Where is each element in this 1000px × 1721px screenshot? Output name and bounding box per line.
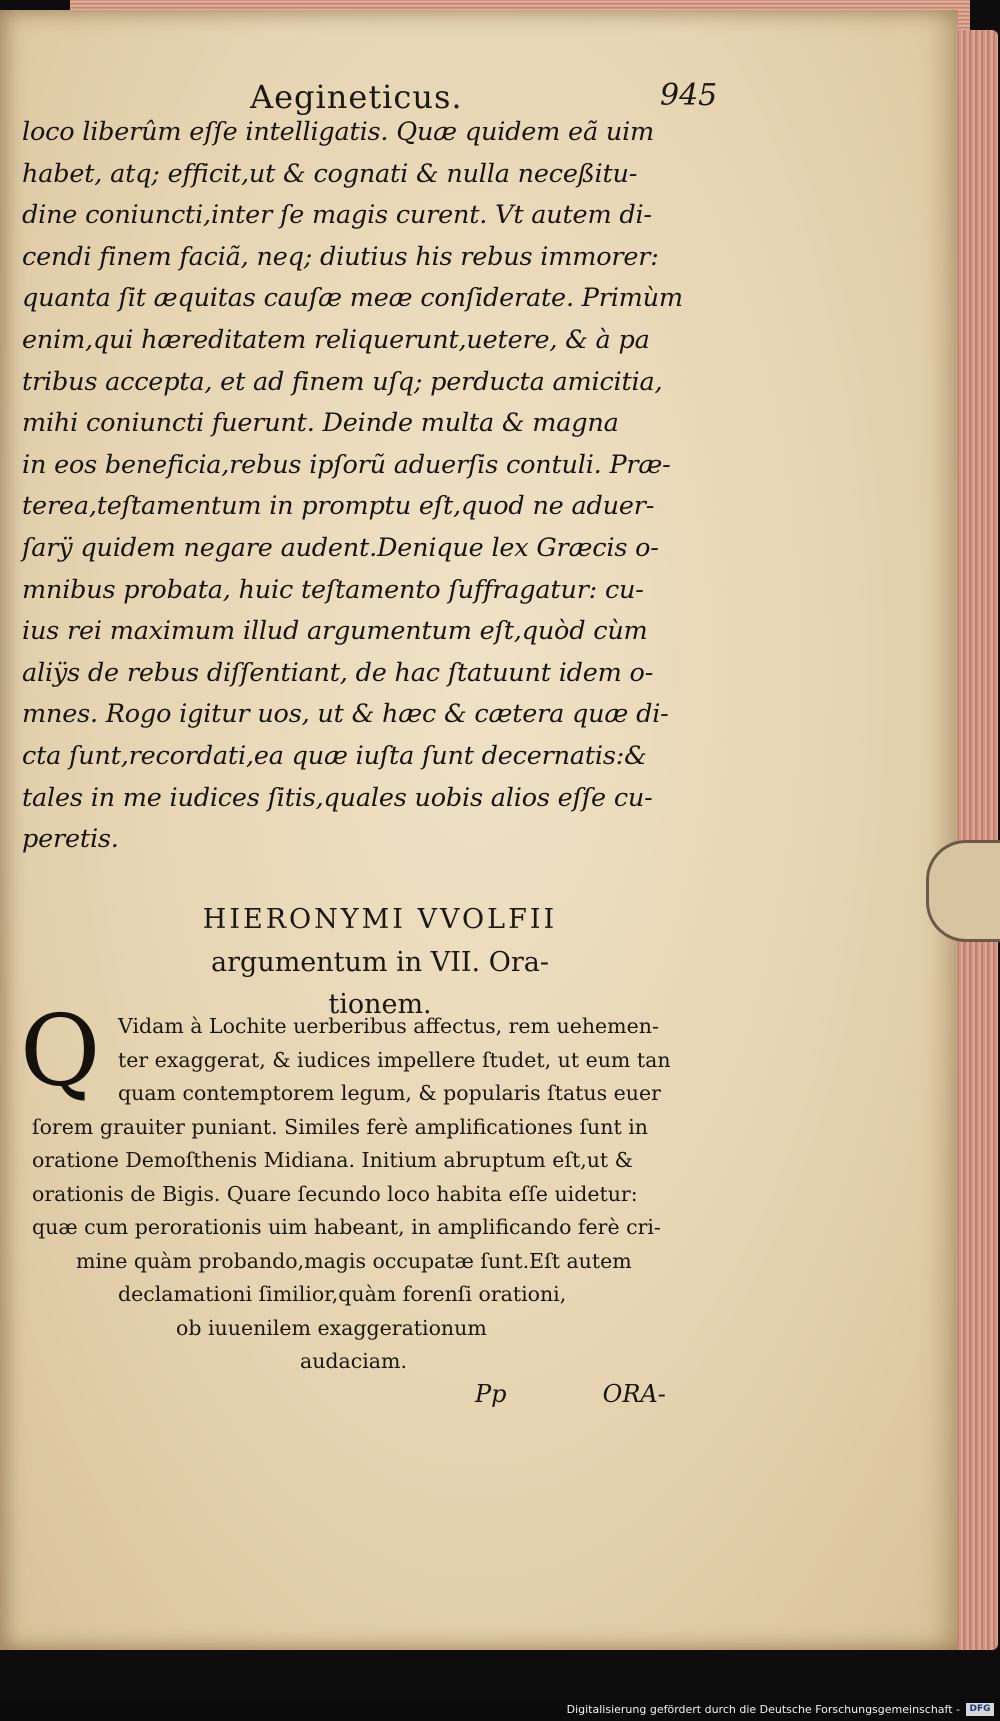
running-title: Aegineticus. bbox=[250, 78, 463, 116]
text-line: aliÿs de rebus diſſentiant, de hac ſtatuunt idem o- bbox=[22, 657, 654, 688]
text-line: habet, atq; efficit,ut & cognati & nulla neceßitu- bbox=[22, 158, 638, 189]
text-line: audaciam. bbox=[300, 1349, 407, 1373]
text-line: ſorem grauiter puniant. Similes ferè amplificationes ſunt in bbox=[32, 1114, 648, 1139]
footer-credit: Digitalisierung gefördert durch die Deutsche Forschungsgemeinschaft - bbox=[566, 1703, 960, 1716]
text-line: in eos beneficia,rebus ipſorũ aduerſis contuli. Præ- bbox=[22, 449, 671, 480]
text-line: cendi finem faciã, neq; diutius his rebus immorer: bbox=[22, 241, 659, 272]
signature-line bbox=[475, 1380, 735, 1408]
text-line: dine coniuncti,inter ſe magis curent. Vt autem di- bbox=[22, 200, 652, 231]
signature-mark: Pp bbox=[475, 1380, 507, 1408]
footer-bar bbox=[0, 1698, 1000, 1721]
heading-line: argumentum in VII. Ora- bbox=[211, 947, 549, 978]
text-line: ius rei maximum illud argumentum eſt,quòd cùm bbox=[22, 616, 648, 647]
text-line: peretis. bbox=[22, 824, 119, 855]
heading-line: tionem. bbox=[328, 989, 432, 1020]
text-line: declamationi ſimilior,quàm forenſi orationi, bbox=[118, 1282, 567, 1306]
text-line: ſarÿ quidem negare audent.Denique lex Græcis o- bbox=[22, 532, 659, 563]
text-line: mihi coniuncti fuerunt. Deinde multa & magna bbox=[22, 408, 619, 439]
section-heading bbox=[100, 898, 660, 1026]
page-clip-tab bbox=[926, 840, 1000, 942]
text-line: orationis de Bigis. Quare ſecundo loco habita eſſe uidetur: bbox=[32, 1181, 638, 1206]
heading-author: HIERONYMI VVOLFII bbox=[202, 904, 558, 935]
text-line: ter exaggerat, & iudices impellere ſtudet, ut eum tan bbox=[118, 1047, 671, 1072]
text-line: cta ſunt,recordati,ea quæ iuſta ſunt decernatis:& bbox=[22, 740, 647, 771]
text-line: mnes. Rogo igitur uos, ut & hæc & cætera quæ di- bbox=[22, 699, 669, 730]
text-line: ob iuuenilem exaggerationum bbox=[176, 1315, 487, 1340]
text-line: quam contemptorem legum, & popularis ſtatus euer bbox=[118, 1081, 661, 1105]
dfg-logo-icon: DFG bbox=[966, 1703, 994, 1716]
text-line: mnibus probata, huic teſtamento ſuffragatur: cu- bbox=[22, 574, 644, 605]
text-line: enim,qui hæreditatem reliquerunt,uetere, & à pa bbox=[22, 324, 650, 355]
italic-text-block bbox=[22, 112, 722, 861]
catchword: ORA- bbox=[602, 1380, 666, 1408]
text-line: Vidam à Lochite uerberibus affectus, rem uehemen- bbox=[118, 1014, 659, 1038]
text-line: loco liberûm eſſe intelligatis. Quæ quidem eã uim bbox=[22, 117, 655, 147]
text-line: mine quàm probando,magis occupatæ ſunt.Eſt autem bbox=[76, 1248, 632, 1273]
text-line: quæ cum perorationis uim habeant, in amplificando ferè cri- bbox=[32, 1215, 661, 1239]
text-line: oratione Demoſthenis Midiana. Initium abruptum eſt,ut & bbox=[32, 1148, 633, 1172]
drop-cap: Q bbox=[20, 995, 101, 1109]
page-number: 945 bbox=[660, 78, 718, 113]
text-line: tribus accepta, et ad finem uſq; perducta amicitia, bbox=[22, 366, 663, 397]
text-line: tales in me iudices ſitis,quales uobis alios eſſe cu- bbox=[22, 782, 653, 813]
text-line: quanta ſit æquitas cauſæ meæ conſiderate. Primùm bbox=[22, 283, 683, 314]
text-line: terea,teſtamentum in promptu eſt,quod ne aduer- bbox=[22, 491, 655, 522]
